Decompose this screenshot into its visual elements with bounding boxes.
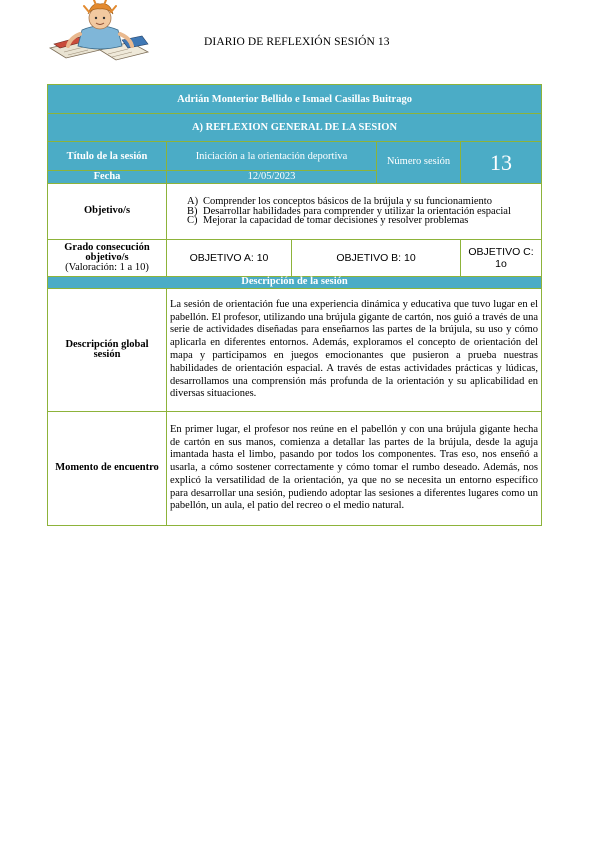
session-number-value: 13 <box>461 142 542 184</box>
date-label: Fecha <box>48 171 167 184</box>
objective-b-score: OBJETIVO B: 10 <box>292 240 461 277</box>
objective-item: C) Mejorar la capacidad de tomar decisiones y resolver problemas <box>187 215 469 227</box>
objective-c-score: OBJETIVO C: 1o <box>461 240 542 277</box>
moment-label: Momento de encuentro <box>48 412 167 526</box>
session-title-value: Iniciación a la orientación deportiva <box>167 142 377 171</box>
objective-a-score: OBJETIVO A: 10 <box>167 240 292 277</box>
authors-cell: Adrián Monterior Bellido e Ismael Casillas Buitrago <box>48 85 542 114</box>
moment-text: En primer lugar, el profesor nos reúne en el pabellón y con una brújula gigante hecha de cartón en sus manos, comienza a detallar las partes de la brújula, desde la aguja imantada hasta el limbo, pasando por todos los componentes. Tras eso, nos enseñó a usarla, a cómo sostener correctamente y cómo tomar el rumbo deseado. Además, nos explicó la versatilidad de la orientación, ya que no se necesita un entorno específico para desarrollar una sesión, pudiendo adoptar las sesiones a diferentes lugares como un pabellón, un aula, el patio del recreo o el medio natural. <box>167 412 542 526</box>
section-a-header: A) REFLEXION GENERAL DE LA SESION <box>48 114 542 142</box>
grade-label: Grado consecución objetivo/s (Valoración: 1 a 10) <box>48 240 167 277</box>
session-number-label: Número sesión <box>377 142 461 184</box>
objective-item: B) Desarrollar habilidades para comprender y utilizar la orientación espacial <box>187 205 511 217</box>
session-title-label: Título de la sesión <box>48 142 167 171</box>
child-reading-books-icon <box>44 0 154 62</box>
reflection-table <box>47 84 542 526</box>
global-description-label: Descripción global sesión <box>48 289 167 412</box>
objectives-list <box>187 197 538 227</box>
document-title: DIARIO DE REFLEXIÓN SESIÓN 13 <box>204 36 390 48</box>
global-description-text: La sesión de orientación fue una experiencia dinámica y educativa que tuvo lugar en el pabellón. El profesor, utilizando una brújula gigante de cartón, nos guió a través de una serie de actividades diseñadas para enseñarnos las partes de la brújula, su uso y cómo aplicarla en diferentes entornos. Además, exploramos el concepto de orientación del mapa y participamos en juegos emocionantes que pusieron a prueba nuestras habilidades de orientación espacial. A través de estas actividades prácticas y lúdicas, desarrollamos una comprensión más profunda de la orientación y su aplicabilidad en diversas situaciones. <box>167 289 542 412</box>
date-value: 12/05/2023 <box>167 171 377 184</box>
objectives-label: Objetivo/s <box>48 184 167 240</box>
description-header: Descripción de la sesión <box>48 277 542 289</box>
objective-item: A) Comprender los conceptos básicos de la brújula y su funcionamiento <box>187 195 492 207</box>
